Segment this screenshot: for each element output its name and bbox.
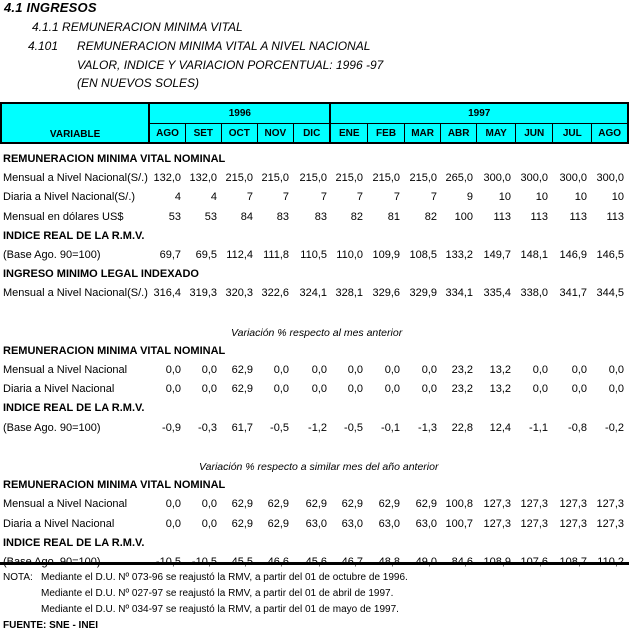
- section-heading: INDICE REAL DE LA R.M.V.: [3, 402, 145, 415]
- table-row: [0, 515, 629, 534]
- table-cell: 320,3: [225, 287, 253, 300]
- header-month: AGO: [149, 124, 185, 144]
- table-cell: 62,9: [231, 517, 253, 530]
- table-cell: 0,0: [347, 364, 363, 377]
- table-cell: 4: [210, 191, 217, 204]
- table-cell: 12,4: [489, 421, 511, 434]
- table-cell: 100,7: [445, 517, 473, 530]
- spacer-row: [0, 438, 629, 457]
- table-cell: 62,9: [267, 498, 289, 511]
- table-row: [0, 495, 629, 514]
- header-month: JUL: [553, 124, 592, 144]
- table-cell: 215,0: [409, 172, 437, 185]
- table-cell: 69,7: [159, 248, 181, 261]
- section-row: [0, 227, 629, 246]
- variation-caption: Variación % respecto al mes anterior: [231, 326, 403, 339]
- table-cell: 7: [430, 191, 437, 204]
- table-cell: 300,0: [559, 172, 587, 185]
- table-cell: 109,9: [372, 248, 400, 261]
- section-row: [0, 534, 629, 553]
- table-cell: -1,3: [418, 421, 437, 434]
- table-cell: 0,0: [571, 383, 587, 396]
- table-cell: 10: [574, 191, 587, 204]
- table-cell: 319,3: [189, 287, 217, 300]
- header-month: ENE: [330, 124, 367, 144]
- header-month: NOV: [257, 124, 293, 144]
- table-cell: 127,3: [596, 517, 624, 530]
- table-cell: 215,0: [335, 172, 363, 185]
- table-cell: 62,9: [231, 364, 253, 377]
- table-cell: 0,0: [532, 383, 548, 396]
- table-cell: 300,0: [483, 172, 511, 185]
- table-cell: 127,3: [559, 498, 587, 511]
- table-cell: 0,0: [201, 498, 217, 511]
- section-row: [0, 342, 629, 361]
- header-month: SET: [185, 124, 221, 144]
- table-cell: 100: [454, 210, 473, 223]
- table-cell: 127,3: [483, 498, 511, 511]
- table-row: [0, 380, 629, 399]
- row-label: Diaria a Nivel Nacional: [3, 383, 115, 396]
- table-cell: 113: [493, 210, 511, 223]
- table-cell: 63,0: [305, 517, 327, 530]
- table-cell: 113: [606, 210, 624, 223]
- table-cell: 112,4: [226, 248, 253, 261]
- table-cell: 0,0: [273, 383, 289, 396]
- table-cell: 22,8: [451, 421, 473, 434]
- table-cell: 0,0: [608, 383, 624, 396]
- row-label: (Base Ago. 90=100): [3, 421, 101, 434]
- table-cell: 215,0: [372, 172, 400, 185]
- table-cell: 0,0: [311, 383, 327, 396]
- table-row: [0, 169, 629, 188]
- table-cell: -1,2: [308, 421, 327, 434]
- source-label: FUENTE: SNE - INEI: [3, 620, 99, 631]
- table-cell: 0,0: [201, 364, 217, 377]
- table-cell: 23,2: [451, 364, 473, 377]
- table-cell: -0,8: [568, 421, 587, 434]
- table-cell: 322,6: [261, 287, 289, 300]
- table-row: [0, 208, 629, 227]
- section-row: [0, 476, 629, 495]
- table-cell: 108,5: [409, 248, 437, 261]
- table-cell: 23,2: [451, 383, 473, 396]
- table-title-line-3: (EN NUEVOS SOLES): [77, 76, 200, 90]
- row-label: Mensual a Nivel Nacional: [3, 498, 128, 511]
- table-cell: 0,0: [201, 517, 217, 530]
- table-cell: 0,0: [421, 364, 437, 377]
- header-month: MAY: [477, 124, 516, 144]
- table-cell: 10: [611, 191, 624, 204]
- table-cell: 0,0: [571, 364, 587, 377]
- table-cell: 334,1: [445, 287, 473, 300]
- spacer-row: [0, 304, 629, 323]
- table-cell: 0,0: [608, 364, 624, 377]
- table-cell: 4: [174, 191, 181, 204]
- table-cell: 146,9: [559, 248, 587, 261]
- table-title: [28, 39, 370, 53]
- row-label: Mensual a Nivel Nacional: [3, 364, 128, 377]
- table-cell: 341,7: [559, 287, 587, 300]
- table-cell: 300,0: [596, 172, 624, 185]
- table-cell: 110,5: [300, 248, 327, 261]
- table-cell: 324,1: [299, 287, 327, 300]
- table-cell: 53: [168, 210, 181, 223]
- header-month: FEB: [368, 124, 405, 144]
- table-cell: 0,0: [165, 364, 181, 377]
- header-month: AGO: [592, 124, 628, 144]
- table-cell: 344,5: [596, 287, 624, 300]
- table-cell: 62,9: [341, 498, 363, 511]
- note-line: Mediante el D.U. Nº 034-97 se reajustó la RMV, a partir del 01 de mayo de 1997.: [41, 604, 399, 615]
- variation-caption: Variación % respecto a similar mes del año anterior: [199, 461, 439, 473]
- section-heading: REMUNERACION MINIMA VITAL NOMINAL: [3, 479, 226, 492]
- table-cell: 0,0: [347, 383, 363, 396]
- table-cell: 10: [535, 191, 548, 204]
- table-cell: 0,0: [165, 498, 181, 511]
- table-cell: 69,5: [195, 248, 217, 261]
- table-cell: 13,2: [489, 383, 511, 396]
- section-heading: REMUNERACION MINIMA VITAL NOMINAL: [3, 344, 226, 357]
- table-cell: -0,2: [605, 421, 624, 434]
- table-title-line-2: VALOR, INDICE Y VARIACION PORCENTUAL: 1996 -97: [77, 58, 384, 72]
- table-row: [0, 361, 629, 380]
- table-cell: 53: [204, 210, 217, 223]
- table-cell: 62,9: [231, 498, 253, 511]
- table-cell: 100,8: [445, 498, 473, 511]
- table-cell: 0,0: [384, 383, 400, 396]
- table-cell: 7: [393, 191, 400, 204]
- row-label: Mensual a Nivel Nacional(S/.): [3, 172, 148, 185]
- header-month: JUN: [516, 124, 553, 144]
- header-year-1996: 1996: [149, 103, 330, 124]
- table-cell: 63,0: [341, 517, 363, 530]
- table-cell: 265,0: [445, 172, 473, 185]
- table-row: [0, 246, 629, 265]
- table-cell: -0,3: [198, 421, 217, 434]
- note-line: Mediante el D.U. Nº 027-97 se reajustó la RMV, a partir del 01 de abril de 1997.: [41, 588, 394, 599]
- table-cell: 62,9: [267, 517, 289, 530]
- table-cell: 215,0: [225, 172, 253, 185]
- table-cell: 83: [314, 210, 327, 223]
- table-cell: 127,3: [520, 517, 548, 530]
- row-label: Mensual a Nivel Nacional(S/.): [3, 287, 148, 300]
- note-prefix: NOTA:: [3, 572, 33, 583]
- table-title-line-1: REMUNERACION MINIMA VITAL A NIVEL NACIONAL: [77, 39, 371, 53]
- header-month: OCT: [221, 124, 257, 144]
- table-cell: 146,5: [596, 248, 624, 261]
- table-cell: 215,0: [299, 172, 327, 185]
- header-month: MAR: [405, 124, 441, 144]
- table-cell: 329,6: [372, 287, 400, 300]
- table-cell: 215,0: [261, 172, 289, 185]
- table-cell: 9: [466, 191, 473, 204]
- table-cell: 0,0: [532, 364, 548, 377]
- caption-row: [0, 457, 629, 476]
- table-cell: 127,3: [596, 498, 624, 511]
- table-cell: -0,5: [344, 421, 363, 434]
- table-cell: 0,0: [165, 517, 181, 530]
- section-heading: REMUNERACION MINIMA VITAL NOMINAL: [3, 153, 226, 165]
- table-cell: 13,2: [489, 364, 511, 377]
- table-cell: 0,0: [421, 383, 437, 396]
- section-title: 4.1 INGRESOS: [4, 0, 97, 15]
- section-heading: INDICE REAL DE LA R.M.V.: [3, 536, 145, 549]
- note-line: Mediante el D.U. Nº 073-96 se reajustó la RMV, a partir del 01 de octubre de 1996.: [41, 572, 408, 583]
- table-cell: 82: [350, 210, 363, 223]
- table-cell: 149,7: [483, 248, 511, 261]
- table-cell: 7: [282, 191, 289, 204]
- table-cell: 127,3: [483, 517, 511, 530]
- table-cell: 113: [530, 210, 548, 223]
- row-label: Diaria a Nivel Nacional: [3, 517, 115, 530]
- row-label: Diaria a Nivel Nacional(S/.): [3, 191, 136, 204]
- caption-row: [0, 323, 629, 342]
- table-cell: 127,3: [520, 498, 548, 511]
- table-cell: 10: [498, 191, 511, 204]
- header-month: ABR: [441, 124, 477, 144]
- table-cell: 62,9: [305, 498, 327, 511]
- header-year-1997: 1997: [330, 103, 628, 124]
- footer-divider: [0, 562, 629, 565]
- table-cell: 7: [246, 191, 253, 204]
- table-cell: -0,5: [270, 421, 289, 434]
- subsection-title: 4.1.1 REMUNERACION MINIMA VITAL: [32, 20, 243, 34]
- table-header: [0, 102, 629, 144]
- table-cell: 335,4: [483, 287, 511, 300]
- table-row: [0, 419, 629, 438]
- table-cell: 61,7: [231, 421, 253, 434]
- table-cell: 111,8: [263, 248, 289, 261]
- header-variable: VARIABLE: [1, 103, 149, 143]
- table-cell: 113: [569, 210, 587, 223]
- table-cell: 0,0: [311, 364, 327, 377]
- header-month: DIC: [293, 124, 330, 144]
- table-cell: -0,1: [381, 421, 400, 434]
- table-cell: 300,0: [520, 172, 548, 185]
- table-cell: 329,9: [409, 287, 437, 300]
- table-cell: 148,1: [520, 248, 548, 261]
- table-cell: 62,9: [378, 498, 400, 511]
- table-row: [0, 188, 629, 207]
- table-cell: 127,3: [559, 517, 587, 530]
- table-body: [0, 150, 629, 572]
- section-row: [0, 265, 629, 284]
- table-cell: 328,1: [335, 287, 363, 300]
- table-cell: 132,0: [189, 172, 217, 185]
- table-cell: 62,9: [231, 383, 253, 396]
- table-cell: 132,0: [153, 172, 181, 185]
- table-cell: 316,4: [153, 287, 181, 300]
- table-cell: 0,0: [384, 364, 400, 377]
- table-cell: -0,9: [162, 421, 181, 434]
- table-cell: 0,0: [165, 383, 181, 396]
- table-cell: 83: [276, 210, 289, 223]
- table-row: [0, 284, 629, 303]
- table-cell: 7: [320, 191, 327, 204]
- table-cell: 62,9: [415, 498, 437, 511]
- section-heading: INDICE REAL DE LA R.M.V.: [3, 229, 145, 242]
- table-cell: 338,0: [520, 287, 548, 300]
- table-cell: 82: [424, 210, 437, 223]
- table-cell: 110,0: [336, 248, 363, 261]
- table-cell: 84: [240, 210, 253, 223]
- table-cell: 81: [387, 210, 400, 223]
- section-row: [0, 399, 629, 418]
- section-row: [0, 150, 629, 169]
- table-number: 4.101: [28, 39, 59, 53]
- table-cell: 133,2: [445, 248, 473, 261]
- table-cell: 0,0: [273, 364, 289, 377]
- table-cell: 63,0: [378, 517, 400, 530]
- table-cell: 7: [356, 191, 363, 204]
- table-cell: 63,0: [415, 517, 437, 530]
- section-heading: INGRESO MINIMO LEGAL INDEXADO: [3, 268, 199, 281]
- table-cell: -1,1: [529, 421, 548, 434]
- row-label: Mensual en dólares US$: [3, 210, 124, 223]
- table-cell: 0,0: [201, 383, 217, 396]
- row-label: (Base Ago. 90=100): [3, 248, 101, 261]
